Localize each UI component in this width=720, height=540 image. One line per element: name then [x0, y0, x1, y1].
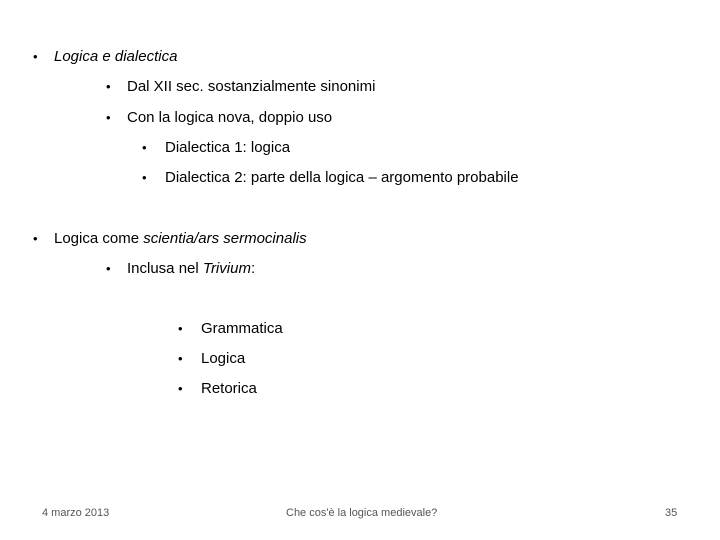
- bullet-icon: •: [178, 381, 183, 396]
- section-2-item-1-italic: Trivium: [202, 260, 251, 277]
- section-2-subitem-2-text: Logica: [201, 350, 246, 367]
- section-2-item-1-prefix: Inclusa nel: [127, 260, 203, 277]
- section-1-item-1-text: Dal XII sec. sostanzialmente sinonimi: [127, 78, 376, 95]
- footer-page-number: 35: [665, 507, 678, 519]
- section-1-subitem-1-text: Dialectica 1: logica: [165, 139, 291, 156]
- bullet-icon: •: [142, 140, 147, 155]
- bullet-icon: •: [142, 170, 147, 185]
- section-1-item-1: [106, 78, 375, 96]
- section-1-title-text: Logica e dialectica: [54, 48, 178, 65]
- section-2-item-1: [106, 260, 255, 278]
- section-2-item-1-suffix: :: [250, 260, 256, 277]
- footer-title: Che cos'è la logica medievale?: [286, 507, 438, 519]
- bullet-icon: •: [33, 49, 38, 64]
- section-2-subitem-3: [178, 380, 257, 398]
- section-2-title: [33, 230, 307, 248]
- section-1-subitem-2-text: Dialectica 2: parte della logica – argomento probabile: [165, 169, 519, 186]
- section-1-subitem-2: [142, 169, 519, 187]
- section-2-subitem-2: [178, 350, 245, 368]
- section-2-title-text: [54, 230, 307, 248]
- section-1-item-2: [106, 109, 332, 127]
- section-1-item-2-text: Con la logica nova, doppio uso: [127, 109, 333, 126]
- section-2-subitem-1: [178, 320, 283, 338]
- section-2-subitem-1-text: Grammatica: [201, 320, 283, 337]
- section-2-item-1-text: [127, 260, 255, 278]
- footer-date: 4 marzo 2013: [42, 507, 110, 519]
- bullet-icon: •: [106, 79, 111, 94]
- bullet-icon: •: [178, 321, 183, 336]
- bullet-icon: •: [178, 351, 183, 366]
- section-2-subitem-3-text: Retorica: [201, 380, 257, 397]
- section-2-title-italic: scientia/ars sermocinalis: [143, 230, 307, 247]
- bullet-icon: •: [106, 261, 111, 276]
- bullet-icon: •: [33, 231, 38, 246]
- section-2-title-prefix: Logica come: [54, 230, 144, 247]
- section-1-title: [33, 48, 177, 66]
- section-1-subitem-1: [142, 139, 290, 157]
- bullet-icon: •: [106, 110, 111, 125]
